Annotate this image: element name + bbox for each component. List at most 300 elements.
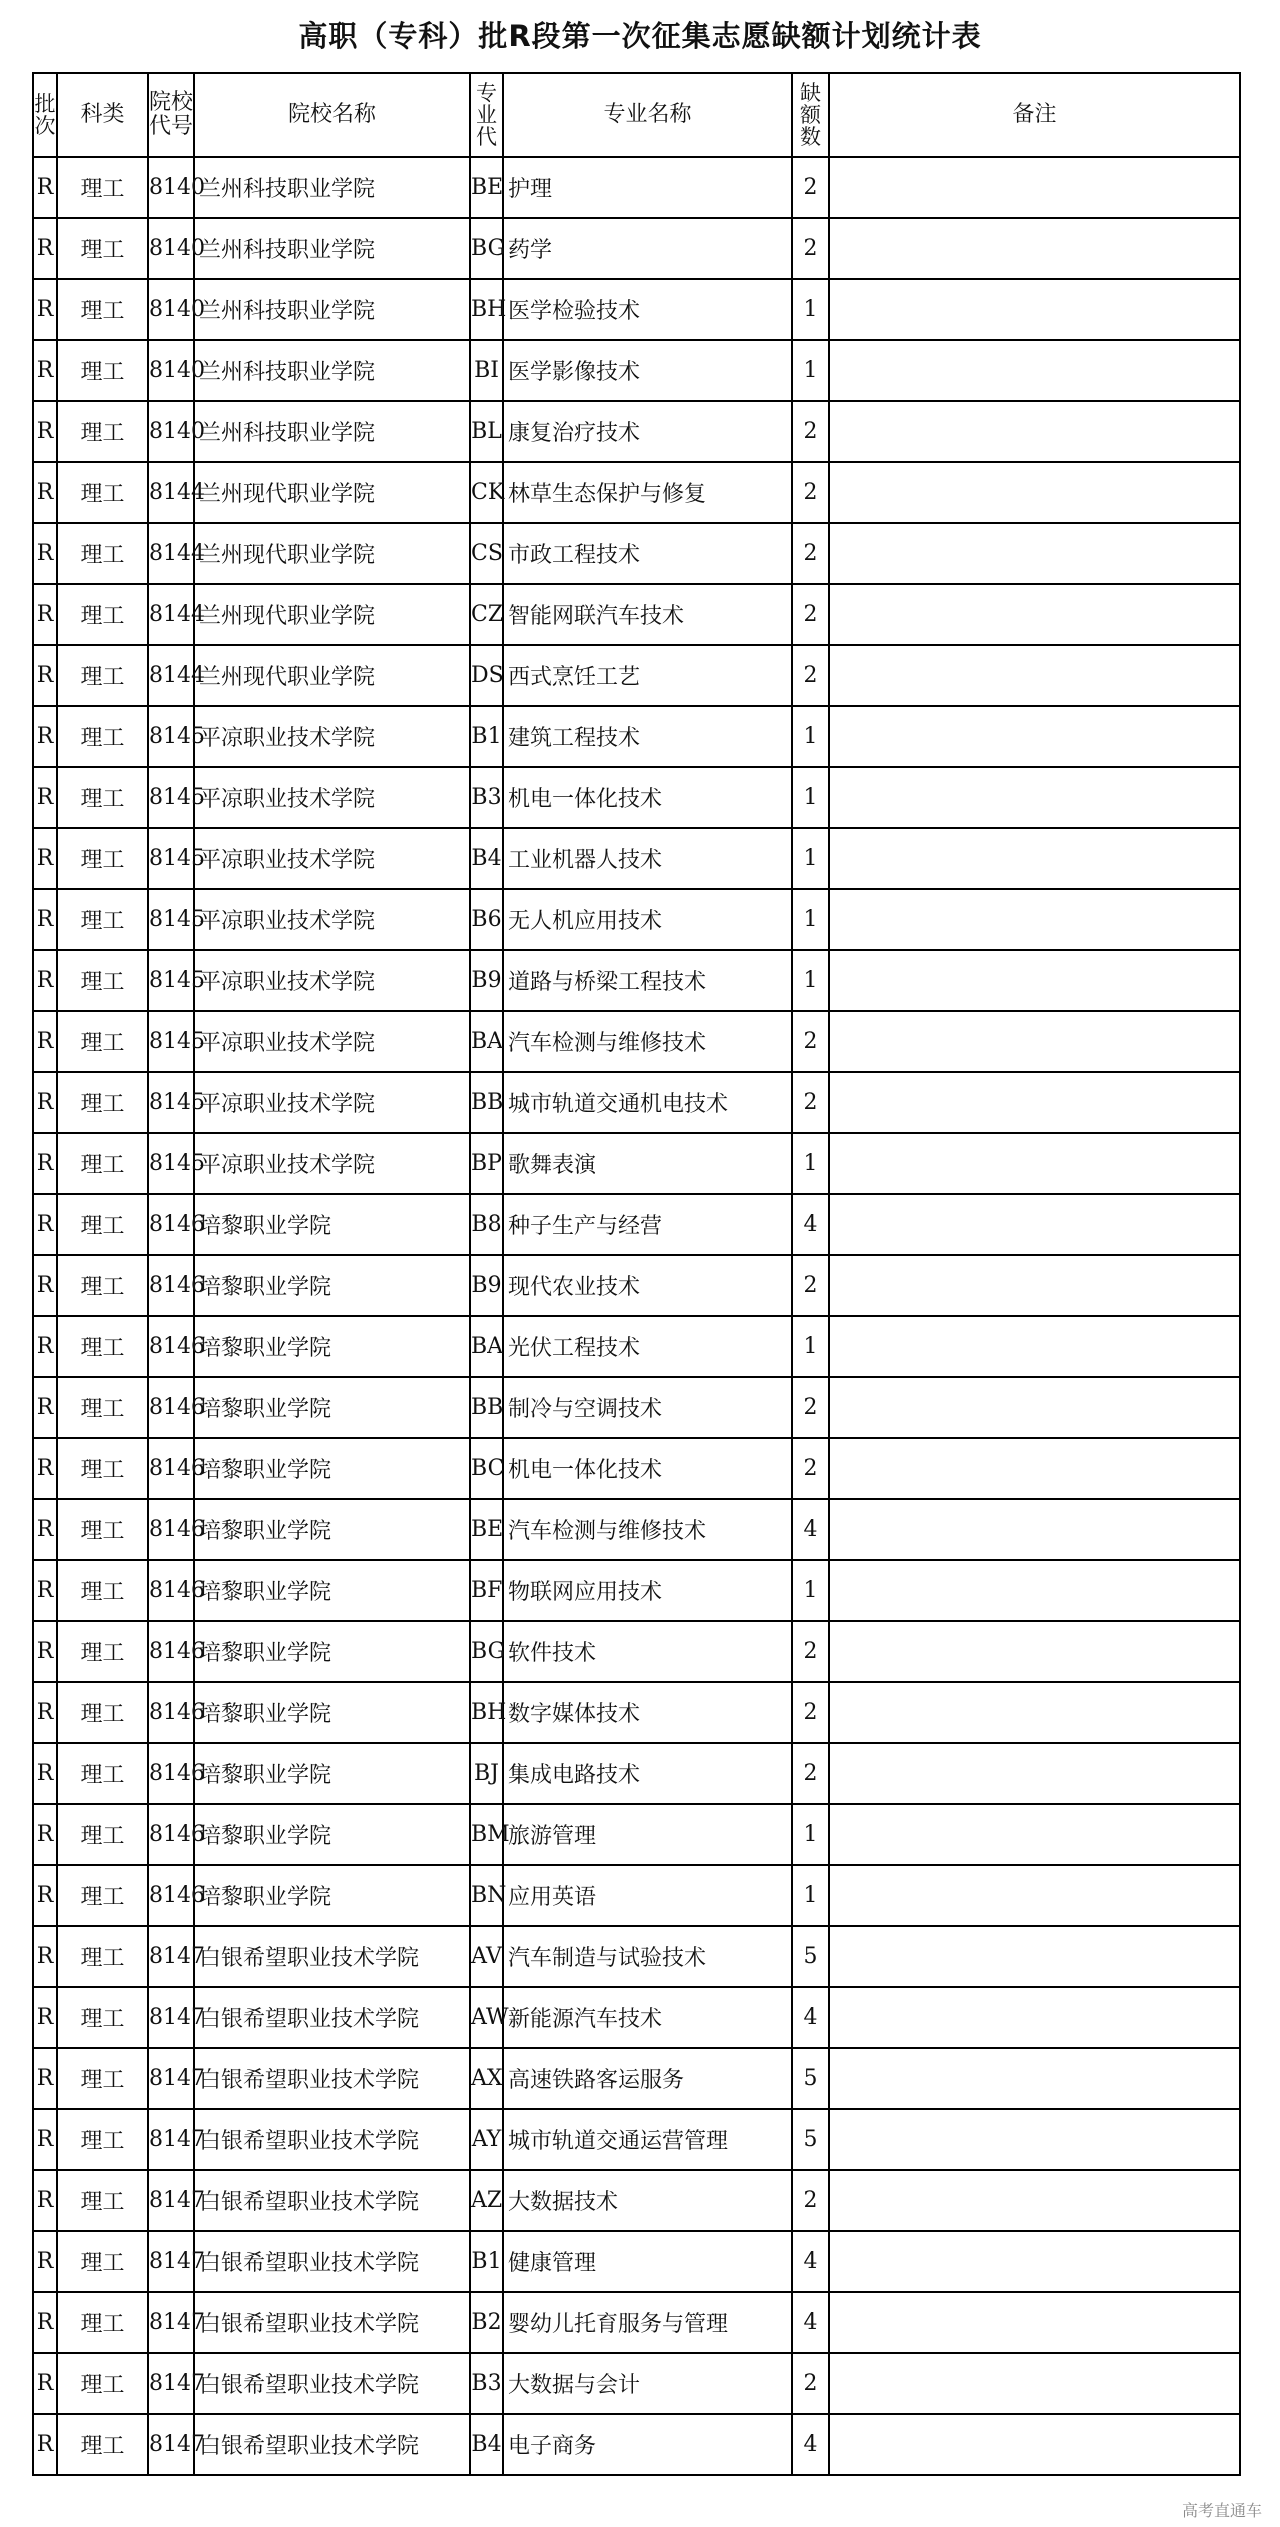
cell-major-name: 市政工程技术 — [503, 523, 792, 584]
table-row — [33, 462, 1240, 523]
cell-remarks — [829, 1743, 1240, 1804]
cell-major-name: 西式烹饪工艺 — [503, 645, 792, 706]
cell-remarks — [829, 2231, 1240, 2292]
cell-category: 理工 — [57, 2048, 148, 2109]
cell-major-code: BJ — [470, 1743, 503, 1804]
cell-category: 理工 — [57, 401, 148, 462]
cell-remarks — [829, 401, 1240, 462]
cell-school-code: 8146 — [148, 1194, 194, 1255]
cell-category: 理工 — [57, 1499, 148, 1560]
cell-batch: R — [33, 523, 57, 584]
cell-major-code: B3 — [470, 767, 503, 828]
cell-major-code: BH — [470, 1682, 503, 1743]
table-row — [33, 340, 1240, 401]
cell-batch: R — [33, 279, 57, 340]
cell-school-name: 平凉职业技术学院 — [194, 1072, 470, 1133]
cell-school-code: 8147 — [148, 1987, 194, 2048]
cell-major-code: B9 — [470, 1255, 503, 1316]
cell-major-code: BG — [470, 218, 503, 279]
cell-vacancy: 1 — [792, 1865, 829, 1926]
cell-school-name: 培黎职业学院 — [194, 1560, 470, 1621]
cell-school-code: 8144 — [148, 523, 194, 584]
cell-school-code: 8147 — [148, 1926, 194, 1987]
cell-school-code: 8146 — [148, 1804, 194, 1865]
cell-school-code: 8147 — [148, 2292, 194, 2353]
cell-batch: R — [33, 828, 57, 889]
cell-major-name: 高速铁路客运服务 — [503, 2048, 792, 2109]
cell-batch: R — [33, 2109, 57, 2170]
cell-major-code: B1 — [470, 2231, 503, 2292]
cell-remarks — [829, 706, 1240, 767]
cell-remarks — [829, 767, 1240, 828]
cell-school-code: 8146 — [148, 1743, 194, 1804]
cell-category: 理工 — [57, 1072, 148, 1133]
cell-vacancy: 1 — [792, 1316, 829, 1377]
cell-school-code: 8146 — [148, 1621, 194, 1682]
cell-batch: R — [33, 1560, 57, 1621]
cell-school-name: 兰州科技职业学院 — [194, 340, 470, 401]
cell-remarks — [829, 1499, 1240, 1560]
cell-major-code: CZ — [470, 584, 503, 645]
cell-vacancy: 4 — [792, 2414, 829, 2475]
cell-school-name: 白银希望职业技术学院 — [194, 1987, 470, 2048]
cell-school-code: 8140 — [148, 279, 194, 340]
cell-school-code: 8147 — [148, 2109, 194, 2170]
cell-school-name: 平凉职业技术学院 — [194, 950, 470, 1011]
cell-major-code: B8 — [470, 1194, 503, 1255]
cell-school-name: 白银希望职业技术学院 — [194, 2414, 470, 2475]
cell-major-code: BM — [470, 1804, 503, 1865]
cell-batch: R — [33, 1804, 57, 1865]
cell-category: 理工 — [57, 2414, 148, 2475]
cell-major-code: B3 — [470, 2353, 503, 2414]
cell-school-code: 8147 — [148, 2231, 194, 2292]
cell-batch: R — [33, 1438, 57, 1499]
cell-batch: R — [33, 1316, 57, 1377]
cell-batch: R — [33, 1133, 57, 1194]
cell-category: 理工 — [57, 462, 148, 523]
cell-major-code: CS — [470, 523, 503, 584]
cell-major-name: 城市轨道交通运营管理 — [503, 2109, 792, 2170]
cell-remarks — [829, 2292, 1240, 2353]
cell-major-code: AY — [470, 2109, 503, 2170]
cell-school-name: 平凉职业技术学院 — [194, 706, 470, 767]
cell-major-code: B1 — [470, 706, 503, 767]
cell-batch: R — [33, 1377, 57, 1438]
cell-major-name: 大数据与会计 — [503, 2353, 792, 2414]
cell-batch: R — [33, 1682, 57, 1743]
cell-batch: R — [33, 1621, 57, 1682]
table-row — [33, 218, 1240, 279]
cell-batch: R — [33, 2292, 57, 2353]
cell-major-name: 数字媒体技术 — [503, 1682, 792, 1743]
cell-major-name: 林草生态保护与修复 — [503, 462, 792, 523]
cell-school-name: 白银希望职业技术学院 — [194, 1926, 470, 1987]
cell-major-code: AV — [470, 1926, 503, 1987]
header-category: 科类 — [57, 73, 148, 157]
cell-major-code: BB — [470, 1072, 503, 1133]
cell-major-name: 机电一体化技术 — [503, 767, 792, 828]
cell-vacancy: 2 — [792, 1377, 829, 1438]
cell-school-code: 8146 — [148, 1682, 194, 1743]
cell-major-name: 歌舞表演 — [503, 1133, 792, 1194]
cell-batch: R — [33, 767, 57, 828]
cell-major-name: 医学检验技术 — [503, 279, 792, 340]
cell-major-code: BB — [470, 1377, 503, 1438]
cell-category: 理工 — [57, 1255, 148, 1316]
cell-category: 理工 — [57, 706, 148, 767]
cell-vacancy: 5 — [792, 1926, 829, 1987]
cell-batch: R — [33, 401, 57, 462]
cell-vacancy: 1 — [792, 767, 829, 828]
table-row — [33, 950, 1240, 1011]
cell-category: 理工 — [57, 2109, 148, 2170]
cell-remarks — [829, 1621, 1240, 1682]
cell-school-name: 平凉职业技术学院 — [194, 828, 470, 889]
cell-school-code: 8145 — [148, 950, 194, 1011]
cell-category: 理工 — [57, 1560, 148, 1621]
cell-vacancy: 1 — [792, 950, 829, 1011]
cell-school-code: 8146 — [148, 1377, 194, 1438]
cell-category: 理工 — [57, 1987, 148, 2048]
cell-category: 理工 — [57, 340, 148, 401]
cell-major-name: 婴幼儿托育服务与管理 — [503, 2292, 792, 2353]
cell-batch: R — [33, 1011, 57, 1072]
cell-remarks — [829, 340, 1240, 401]
cell-major-code: B4 — [470, 2414, 503, 2475]
cell-school-code: 8147 — [148, 2353, 194, 2414]
cell-major-name: 无人机应用技术 — [503, 889, 792, 950]
cell-major-name: 物联网应用技术 — [503, 1560, 792, 1621]
cell-remarks — [829, 1072, 1240, 1133]
cell-vacancy: 2 — [792, 401, 829, 462]
cell-school-code: 8145 — [148, 889, 194, 950]
cell-major-code: DS — [470, 645, 503, 706]
cell-vacancy: 4 — [792, 1499, 829, 1560]
table-row — [33, 1194, 1240, 1255]
cell-batch: R — [33, 2170, 57, 2231]
cell-batch: R — [33, 218, 57, 279]
cell-remarks — [829, 1133, 1240, 1194]
cell-vacancy: 2 — [792, 645, 829, 706]
cell-category: 理工 — [57, 1926, 148, 1987]
cell-category: 理工 — [57, 1133, 148, 1194]
cell-vacancy: 2 — [792, 218, 829, 279]
cell-school-name: 兰州科技职业学院 — [194, 157, 470, 218]
header-school-code: 院校 代号 — [148, 73, 194, 157]
page-title: 高职（专科）批R段第一次征集志愿缺额计划统计表 — [298, 19, 982, 53]
cell-remarks — [829, 828, 1240, 889]
cell-category: 理工 — [57, 584, 148, 645]
cell-batch: R — [33, 1865, 57, 1926]
cell-school-code: 8147 — [148, 2414, 194, 2475]
cell-batch: R — [33, 2414, 57, 2475]
cell-school-name: 培黎职业学院 — [194, 1682, 470, 1743]
cell-major-name: 健康管理 — [503, 2231, 792, 2292]
cell-major-code: BE — [470, 1499, 503, 1560]
table-row — [33, 1621, 1240, 1682]
cell-school-code: 8144 — [148, 584, 194, 645]
cell-vacancy: 2 — [792, 157, 829, 218]
table-row — [33, 584, 1240, 645]
table-row — [33, 1804, 1240, 1865]
cell-vacancy: 4 — [792, 1194, 829, 1255]
table-row — [33, 1499, 1240, 1560]
cell-school-code: 8145 — [148, 1133, 194, 1194]
table-row — [33, 2109, 1240, 2170]
cell-batch: R — [33, 1926, 57, 1987]
cell-major-code: AW — [470, 1987, 503, 2048]
cell-major-code: BG — [470, 1621, 503, 1682]
cell-batch: R — [33, 1194, 57, 1255]
table-row — [33, 2353, 1240, 2414]
cell-remarks — [829, 1377, 1240, 1438]
cell-vacancy: 2 — [792, 523, 829, 584]
cell-category: 理工 — [57, 950, 148, 1011]
cell-batch: R — [33, 1499, 57, 1560]
cell-category: 理工 — [57, 1804, 148, 1865]
cell-major-code: BA — [470, 1011, 503, 1072]
cell-remarks — [829, 1987, 1240, 2048]
cell-vacancy: 5 — [792, 2109, 829, 2170]
cell-major-name: 种子生产与经营 — [503, 1194, 792, 1255]
table-row — [33, 1438, 1240, 1499]
cell-batch: R — [33, 1743, 57, 1804]
cell-major-code: BE — [470, 157, 503, 218]
cell-category: 理工 — [57, 1743, 148, 1804]
cell-major-code: AX — [470, 2048, 503, 2109]
cell-remarks — [829, 2353, 1240, 2414]
table-body — [33, 157, 1240, 2475]
cell-major-code: CK — [470, 462, 503, 523]
cell-remarks — [829, 1926, 1240, 1987]
table-row — [33, 2048, 1240, 2109]
cell-batch: R — [33, 1987, 57, 2048]
cell-category: 理工 — [57, 523, 148, 584]
cell-vacancy: 2 — [792, 584, 829, 645]
cell-major-name: 应用英语 — [503, 1865, 792, 1926]
cell-major-name: 集成电路技术 — [503, 1743, 792, 1804]
cell-major-name: 汽车检测与维修技术 — [503, 1011, 792, 1072]
cell-school-code: 8145 — [148, 828, 194, 889]
cell-remarks — [829, 1255, 1240, 1316]
table-row — [33, 706, 1240, 767]
cell-category: 理工 — [57, 889, 148, 950]
cell-remarks — [829, 2109, 1240, 2170]
watermark: 高考直通车 — [1181, 2501, 1262, 2520]
cell-school-code: 8145 — [148, 706, 194, 767]
cell-remarks — [829, 462, 1240, 523]
cell-major-code: B6 — [470, 889, 503, 950]
cell-major-code: BC — [470, 1438, 503, 1499]
cell-category: 理工 — [57, 2231, 148, 2292]
cell-remarks — [829, 645, 1240, 706]
table-row — [33, 1926, 1240, 1987]
cell-major-name: 康复治疗技术 — [503, 401, 792, 462]
table-row — [33, 279, 1240, 340]
cell-school-name: 培黎职业学院 — [194, 1865, 470, 1926]
header-batch: 批 次 — [33, 73, 57, 157]
cell-school-code: 8147 — [148, 2048, 194, 2109]
cell-school-code: 8144 — [148, 645, 194, 706]
table-row — [33, 1133, 1240, 1194]
cell-category: 理工 — [57, 279, 148, 340]
cell-major-name: 汽车检测与维修技术 — [503, 1499, 792, 1560]
cell-batch: R — [33, 462, 57, 523]
table-row — [33, 889, 1240, 950]
cell-school-name: 兰州现代职业学院 — [194, 462, 470, 523]
cell-batch: R — [33, 157, 57, 218]
cell-major-name: 汽车制造与试验技术 — [503, 1926, 792, 1987]
cell-school-name: 培黎职业学院 — [194, 1194, 470, 1255]
table-row — [33, 1072, 1240, 1133]
table-row — [33, 401, 1240, 462]
cell-major-code: AZ — [470, 2170, 503, 2231]
cell-major-name: 药学 — [503, 218, 792, 279]
cell-remarks — [829, 2048, 1240, 2109]
cell-major-code: BN — [470, 1865, 503, 1926]
cell-school-name: 兰州现代职业学院 — [194, 645, 470, 706]
header-major-name: 专业名称 — [503, 73, 792, 157]
cell-school-code: 8145 — [148, 1072, 194, 1133]
cell-school-name: 平凉职业技术学院 — [194, 767, 470, 828]
cell-batch: R — [33, 706, 57, 767]
table-row — [33, 1377, 1240, 1438]
cell-vacancy: 1 — [792, 1804, 829, 1865]
cell-major-name: 智能网联汽车技术 — [503, 584, 792, 645]
cell-school-code: 8145 — [148, 767, 194, 828]
cell-school-name: 白银希望职业技术学院 — [194, 2231, 470, 2292]
cell-major-name: 新能源汽车技术 — [503, 1987, 792, 2048]
cell-school-code: 8146 — [148, 1865, 194, 1926]
cell-category: 理工 — [57, 1316, 148, 1377]
cell-remarks — [829, 2170, 1240, 2231]
cell-vacancy: 1 — [792, 1133, 829, 1194]
cell-category: 理工 — [57, 2292, 148, 2353]
cell-major-name: 机电一体化技术 — [503, 1438, 792, 1499]
cell-category: 理工 — [57, 1011, 148, 1072]
cell-category: 理工 — [57, 2353, 148, 2414]
table-row — [33, 1011, 1240, 1072]
cell-vacancy: 1 — [792, 1560, 829, 1621]
cell-school-name: 培黎职业学院 — [194, 1316, 470, 1377]
cell-major-name: 城市轨道交通机电技术 — [503, 1072, 792, 1133]
table-row — [33, 767, 1240, 828]
cell-school-name: 兰州现代职业学院 — [194, 523, 470, 584]
header-remarks: 备注 — [829, 73, 1240, 157]
cell-school-code: 8146 — [148, 1316, 194, 1377]
cell-major-name: 护理 — [503, 157, 792, 218]
table-row — [33, 2414, 1240, 2475]
cell-vacancy: 2 — [792, 462, 829, 523]
cell-school-name: 培黎职业学院 — [194, 1804, 470, 1865]
cell-major-code: BP — [470, 1133, 503, 1194]
table-row — [33, 1865, 1240, 1926]
cell-major-name: 现代农业技术 — [503, 1255, 792, 1316]
cell-remarks — [829, 950, 1240, 1011]
cell-school-name: 兰州科技职业学院 — [194, 218, 470, 279]
cell-category: 理工 — [57, 1194, 148, 1255]
cell-remarks — [829, 2414, 1240, 2475]
cell-remarks — [829, 1194, 1240, 1255]
cell-major-code: B2 — [470, 2292, 503, 2353]
cell-major-code: BA — [470, 1316, 503, 1377]
cell-vacancy: 5 — [792, 2048, 829, 2109]
cell-remarks — [829, 523, 1240, 584]
header-school-name: 院校名称 — [194, 73, 470, 157]
table-row — [33, 1682, 1240, 1743]
cell-major-code: BL — [470, 401, 503, 462]
cell-school-name: 培黎职业学院 — [194, 1499, 470, 1560]
table-row — [33, 157, 1240, 218]
cell-school-name: 白银希望职业技术学院 — [194, 2170, 470, 2231]
cell-category: 理工 — [57, 828, 148, 889]
cell-school-code: 8147 — [148, 2170, 194, 2231]
cell-batch: R — [33, 950, 57, 1011]
table-row — [33, 1743, 1240, 1804]
table-row — [33, 2292, 1240, 2353]
cell-vacancy: 2 — [792, 1682, 829, 1743]
cell-school-name: 兰州科技职业学院 — [194, 279, 470, 340]
cell-vacancy: 1 — [792, 828, 829, 889]
cell-batch: R — [33, 645, 57, 706]
cell-school-code: 8146 — [148, 1255, 194, 1316]
cell-category: 理工 — [57, 1865, 148, 1926]
cell-remarks — [829, 584, 1240, 645]
cell-vacancy: 1 — [792, 279, 829, 340]
cell-batch: R — [33, 2048, 57, 2109]
cell-school-name: 兰州现代职业学院 — [194, 584, 470, 645]
cell-category: 理工 — [57, 645, 148, 706]
cell-category: 理工 — [57, 1621, 148, 1682]
cell-batch: R — [33, 340, 57, 401]
cell-school-name: 平凉职业技术学院 — [194, 889, 470, 950]
cell-vacancy: 2 — [792, 1255, 829, 1316]
cell-school-name: 培黎职业学院 — [194, 1621, 470, 1682]
cell-vacancy: 1 — [792, 889, 829, 950]
cell-school-name: 培黎职业学院 — [194, 1255, 470, 1316]
cell-remarks — [829, 1438, 1240, 1499]
cell-category: 理工 — [57, 1682, 148, 1743]
cell-vacancy: 4 — [792, 1987, 829, 2048]
cell-remarks — [829, 1316, 1240, 1377]
cell-major-name: 旅游管理 — [503, 1804, 792, 1865]
cell-category: 理工 — [57, 1377, 148, 1438]
cell-school-name: 培黎职业学院 — [194, 1743, 470, 1804]
cell-school-name: 白银希望职业技术学院 — [194, 2048, 470, 2109]
cell-remarks — [829, 1682, 1240, 1743]
vacancy-table — [32, 72, 1241, 2476]
cell-major-name: 工业机器人技术 — [503, 828, 792, 889]
cell-remarks — [829, 1804, 1240, 1865]
cell-major-code: B9 — [470, 950, 503, 1011]
cell-school-name: 白银希望职业技术学院 — [194, 2292, 470, 2353]
cell-major-code: BH — [470, 279, 503, 340]
cell-batch: R — [33, 1072, 57, 1133]
cell-major-name: 光伏工程技术 — [503, 1316, 792, 1377]
table-row — [33, 2170, 1240, 2231]
cell-vacancy: 4 — [792, 2292, 829, 2353]
cell-remarks — [829, 218, 1240, 279]
cell-major-name: 电子商务 — [503, 2414, 792, 2475]
cell-school-code: 8140 — [148, 157, 194, 218]
cell-batch: R — [33, 584, 57, 645]
cell-vacancy: 2 — [792, 2353, 829, 2414]
cell-batch: R — [33, 1255, 57, 1316]
cell-vacancy: 2 — [792, 2170, 829, 2231]
cell-remarks — [829, 889, 1240, 950]
cell-category: 理工 — [57, 157, 148, 218]
